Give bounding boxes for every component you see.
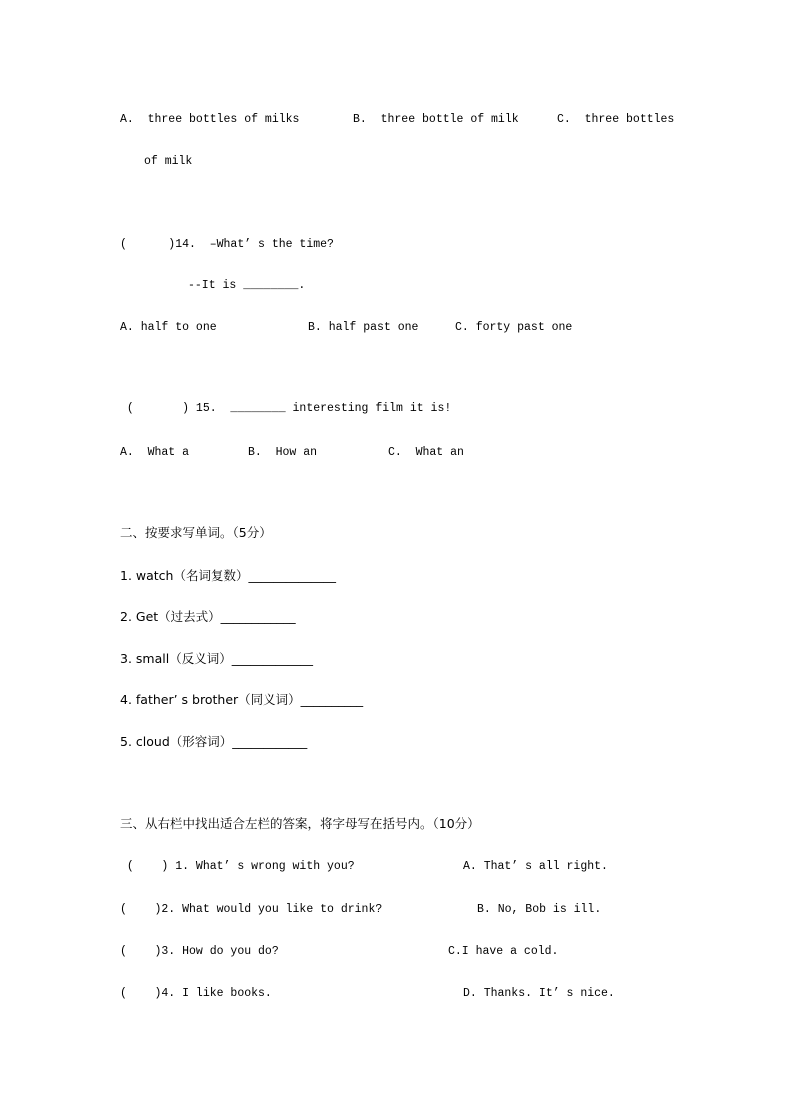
section-2-item: 4. father’ s brother（同义词）__________: [120, 692, 364, 707]
q13-option-c: C. three bottles: [557, 113, 675, 126]
section-2-item: 2. Get（过去式）____________: [120, 609, 296, 624]
match-left-item: ( )3. How do you do?: [120, 945, 279, 958]
q13-option-c-continued: of milk: [144, 155, 193, 168]
q14-question: ( )14. –What’ s the time?: [120, 238, 334, 251]
q15-option-a: A. What a: [120, 446, 190, 459]
q15-option-b: B. How an: [248, 446, 318, 459]
q15-option-c: C. What an: [388, 446, 464, 459]
match-right-item: B. No, Bob is ill.: [477, 903, 602, 916]
section-2-item: 1. watch（名词复数）______________: [120, 568, 336, 583]
section-2-item: 3. small（反义词）_____________: [120, 651, 313, 666]
q14-option-b: B. half past one: [308, 321, 419, 334]
match-right-item: A. That’ s all right.: [463, 860, 608, 873]
match-left-item: ( ) 1. What’ s wrong with you?: [120, 860, 355, 873]
match-left-item: ( )4. I like books.: [120, 987, 272, 1000]
q15-question: ( ) 15. ________ interesting film it is!: [120, 402, 452, 415]
section-2-title: 二、按要求写单词。（5分）: [120, 525, 272, 540]
section-2-item: 5. cloud（形容词）____________: [120, 734, 308, 749]
q14-option-c: C. forty past one: [455, 321, 573, 334]
section-3-title: 三、从右栏中找出适合左栏的答案，将字母写在括号内。（10分）: [120, 816, 480, 831]
q13-option-b: B. three bottle of milk: [353, 113, 519, 126]
match-right-item: D. Thanks. It’ s nice.: [463, 987, 615, 1000]
match-right-item: C.I have a cold.: [448, 945, 559, 958]
match-left-item: ( )2. What would you like to drink?: [120, 903, 383, 916]
q13-option-a: A. three bottles of milks: [120, 113, 300, 126]
q14-answer-line: --It is ________.: [188, 279, 306, 292]
q14-option-a: A. half to one: [120, 321, 217, 334]
